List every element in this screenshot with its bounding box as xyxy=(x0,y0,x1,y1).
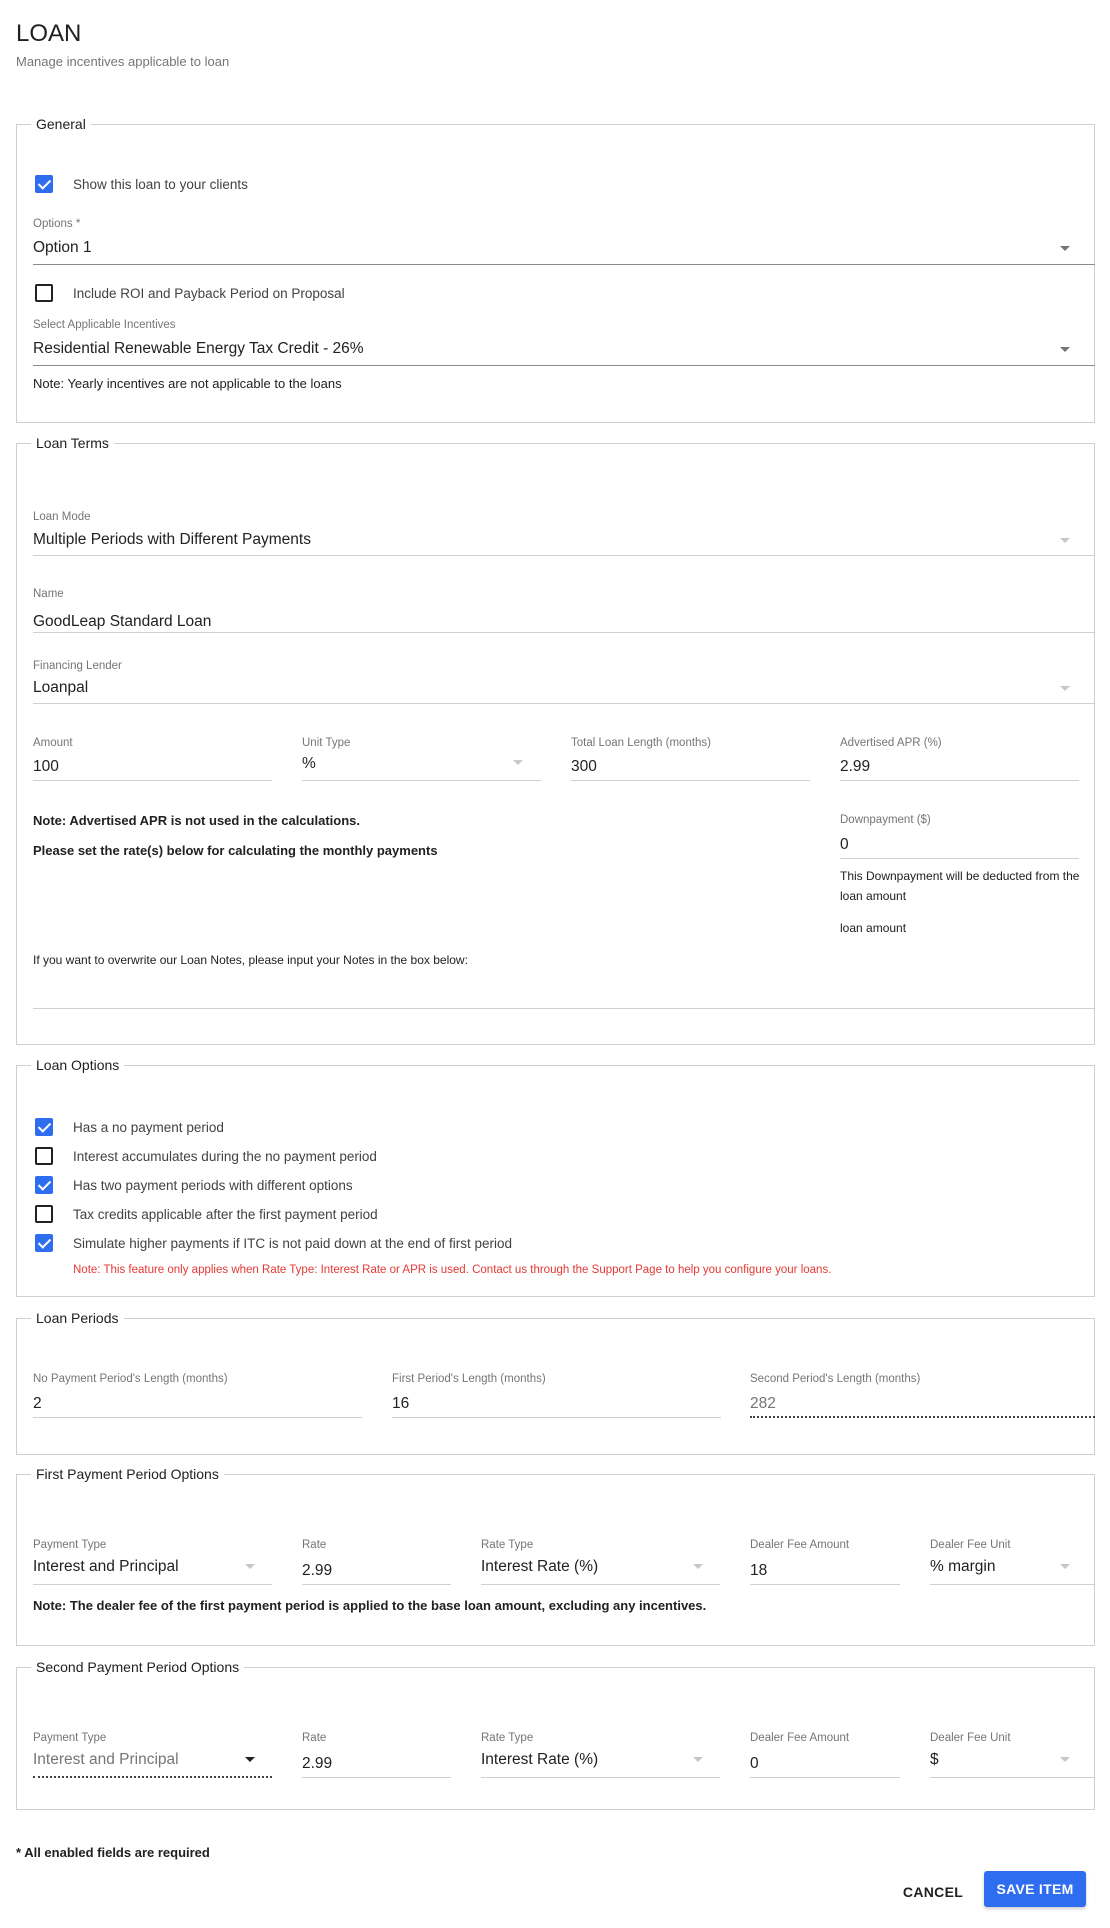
first-dealer-fee-amount-label: Dealer Fee Amount xyxy=(750,1539,850,1551)
total-length-underline xyxy=(571,780,810,781)
first-period-note: Note: The dealer fee of the first payment period is applied to the base loan amount, excluding any incentives. xyxy=(33,1598,707,1613)
second-dealer-fee-unit-label: Dealer Fee Unit xyxy=(930,1732,1011,1744)
downpayment-label: Downpayment ($) xyxy=(840,814,931,826)
loan-periods-section xyxy=(16,1310,1095,1455)
second-rate-type-select[interactable]: Interest Rate (%) xyxy=(481,1751,599,1768)
first-dealer-fee-amount-input[interactable]: 18 xyxy=(750,1562,768,1579)
name-label: Name xyxy=(33,588,64,600)
include-roi-checkbox[interactable] xyxy=(35,284,53,302)
general-legend: General xyxy=(36,116,86,132)
lender-label: Financing Lender xyxy=(33,660,122,672)
interest-accumulates-checkbox[interactable] xyxy=(35,1147,53,1165)
rates-note: Please set the rate(s) below for calculating the monthly payments xyxy=(33,843,438,858)
save-item-button[interactable]: SAVE ITEM xyxy=(984,1871,1086,1907)
loan-periods-legend: Loan Periods xyxy=(36,1310,119,1326)
options-label: Options * xyxy=(33,218,81,230)
options-select[interactable]: Option 1 xyxy=(33,239,92,256)
first-rate-type-label: Rate Type xyxy=(481,1539,534,1551)
downpayment-help-1: This Downpayment will be deducted from the xyxy=(840,869,1080,883)
options-chevron-down-icon[interactable] xyxy=(1060,246,1070,251)
no-payment-length-input[interactable]: 2 xyxy=(33,1395,42,1412)
incentives-chevron-down-icon[interactable] xyxy=(1060,347,1070,352)
amount-input[interactable]: 100 xyxy=(33,758,59,775)
include-roi-label: Include ROI and Payback Period on Proposal xyxy=(73,286,345,301)
loan-options-warning: Note: This feature only applies when Rate Type: Interest Rate or APR is used. Contact us through the Support Page to help you configure your loans. xyxy=(73,1264,832,1276)
first-rate-input[interactable]: 2.99 xyxy=(302,1562,333,1579)
second-period-legend: Second Payment Period Options xyxy=(36,1659,240,1675)
options-underline xyxy=(33,264,1095,265)
interest-accumulates-label: Interest accumulates during the no payment period xyxy=(73,1149,377,1164)
first-dealer-fee-unit-chevron-down-icon[interactable] xyxy=(1060,1564,1070,1569)
amount-label: Amount xyxy=(33,737,73,749)
apr-note: Note: Advertised APR is not used in the calculations. xyxy=(33,813,360,828)
second-period-section xyxy=(16,1659,1095,1810)
second-length-label: Second Period's Length (months) xyxy=(750,1373,921,1385)
second-payment-type-underline xyxy=(33,1776,272,1778)
lender-chevron-down-icon[interactable] xyxy=(1060,686,1070,691)
no-payment-period-checkbox[interactable] xyxy=(35,1118,53,1136)
second-dealer-fee-unit-select[interactable]: $ xyxy=(930,1751,939,1768)
no-payment-length-label: No Payment Period's Length (months) xyxy=(33,1373,228,1385)
name-underline xyxy=(33,632,1095,633)
downpayment-help-3: loan amount xyxy=(840,921,907,935)
second-length-underline xyxy=(750,1416,1095,1418)
incentives-note: Note: Yearly incentives are not applicable to the loans xyxy=(33,376,342,391)
second-payment-type-chevron-down-icon xyxy=(245,1757,255,1762)
tax-credits-checkbox[interactable] xyxy=(35,1205,53,1223)
first-rate-underline xyxy=(302,1584,451,1585)
second-payment-type-select: Interest and Principal xyxy=(33,1751,179,1768)
lender-underline xyxy=(33,703,1095,704)
first-length-underline xyxy=(392,1417,721,1418)
apr-underline xyxy=(840,780,1079,781)
simulate-higher-payments-label: Simulate higher payments if ITC is not paid down at the end of first period xyxy=(73,1236,512,1251)
first-dealer-fee-unit-underline xyxy=(930,1584,1095,1585)
first-rate-label: Rate xyxy=(302,1539,327,1551)
first-period-section xyxy=(16,1466,1095,1646)
unit-type-select[interactable]: % xyxy=(302,755,316,772)
loan-mode-chevron-down-icon[interactable] xyxy=(1060,538,1070,543)
second-rate-type-label: Rate Type xyxy=(481,1732,534,1744)
loan-options-legend: Loan Options xyxy=(36,1057,120,1073)
unit-type-label: Unit Type xyxy=(302,737,351,749)
second-rate-underline xyxy=(302,1777,451,1778)
loan-notes-input[interactable] xyxy=(33,981,1095,1005)
first-payment-type-label: Payment Type xyxy=(33,1539,107,1551)
apr-label: Advertised APR (%) xyxy=(840,737,942,749)
page-title: LOAN xyxy=(16,20,82,47)
required-fields-note: * All enabled fields are required xyxy=(16,1845,210,1860)
loan-terms-legend: Loan Terms xyxy=(36,435,109,451)
second-length-input: 282 xyxy=(750,1395,776,1412)
incentives-underline xyxy=(33,365,1095,366)
second-rate-type-chevron-down-icon[interactable] xyxy=(693,1757,703,1762)
first-payment-type-underline xyxy=(33,1584,272,1585)
loan-notes-underline xyxy=(33,1008,1095,1009)
unit-type-underline xyxy=(302,780,541,781)
general-section xyxy=(16,116,1095,423)
no-payment-length-underline xyxy=(33,1417,362,1418)
incentives-select[interactable]: Residential Renewable Energy Tax Credit - 26% xyxy=(33,340,364,357)
second-rate-type-underline xyxy=(481,1777,720,1778)
downpayment-help-2: loan amount xyxy=(840,889,907,903)
second-dealer-fee-unit-underline xyxy=(930,1777,1095,1778)
tax-credits-label: Tax credits applicable after the first payment period xyxy=(73,1207,378,1222)
cancel-button[interactable]: CANCEL xyxy=(888,1874,978,1910)
first-rate-type-underline xyxy=(481,1584,720,1585)
first-dealer-fee-amount-underline xyxy=(750,1584,900,1585)
loan-options-section xyxy=(16,1057,1095,1297)
loan-mode-label: Loan Mode xyxy=(33,511,91,523)
total-length-label: Total Loan Length (months) xyxy=(571,737,712,749)
second-rate-label: Rate xyxy=(302,1732,327,1744)
page-subtitle: Manage incentives applicable to loan xyxy=(16,54,230,69)
second-dealer-fee-amount-underline xyxy=(750,1777,900,1778)
no-payment-period-label: Has a no payment period xyxy=(73,1120,224,1135)
downpayment-input[interactable]: 0 xyxy=(840,836,849,853)
first-length-input[interactable]: 16 xyxy=(392,1395,410,1412)
downpayment-underline xyxy=(840,858,1079,859)
first-dealer-fee-unit-label: Dealer Fee Unit xyxy=(930,1539,1011,1551)
show-loan-checkbox[interactable] xyxy=(35,175,53,193)
loan-mode-select[interactable]: Multiple Periods with Different Payments xyxy=(33,531,311,548)
amount-underline xyxy=(33,780,272,781)
first-dealer-fee-unit-select[interactable]: % margin xyxy=(930,1558,996,1575)
second-dealer-fee-amount-label: Dealer Fee Amount xyxy=(750,1732,850,1744)
first-length-label: First Period's Length (months) xyxy=(392,1373,546,1385)
second-rate-input[interactable]: 2.99 xyxy=(302,1755,333,1772)
show-loan-label: Show this loan to your clients xyxy=(73,177,248,192)
loan-terms-section xyxy=(16,435,1095,1045)
first-payment-type-chevron-down-icon[interactable] xyxy=(245,1564,255,1569)
second-dealer-fee-unit-chevron-down-icon[interactable] xyxy=(1060,1757,1070,1762)
unit-type-chevron-down-icon[interactable] xyxy=(513,760,523,765)
first-period-legend: First Payment Period Options xyxy=(36,1466,219,1482)
second-payment-type-label: Payment Type xyxy=(33,1732,107,1744)
loan-notes-prompt: If you want to overwrite our Loan Notes, please input your Notes in the box below: xyxy=(33,953,468,967)
incentives-label: Select Applicable Incentives xyxy=(33,319,176,331)
apr-input[interactable]: 2.99 xyxy=(840,758,871,775)
two-periods-checkbox[interactable] xyxy=(35,1176,53,1194)
first-rate-type-select[interactable]: Interest Rate (%) xyxy=(481,1558,599,1575)
lender-select[interactable]: Loanpal xyxy=(33,679,89,696)
loan-mode-underline xyxy=(33,555,1095,556)
second-dealer-fee-amount-input[interactable]: 0 xyxy=(750,1755,759,1772)
simulate-higher-payments-checkbox[interactable] xyxy=(35,1234,53,1252)
two-periods-label: Has two payment periods with different options xyxy=(73,1178,353,1193)
first-payment-type-select[interactable]: Interest and Principal xyxy=(33,1558,179,1575)
name-input[interactable]: GoodLeap Standard Loan xyxy=(33,613,212,630)
first-rate-type-chevron-down-icon[interactable] xyxy=(693,1564,703,1569)
total-length-input[interactable]: 300 xyxy=(571,758,597,775)
